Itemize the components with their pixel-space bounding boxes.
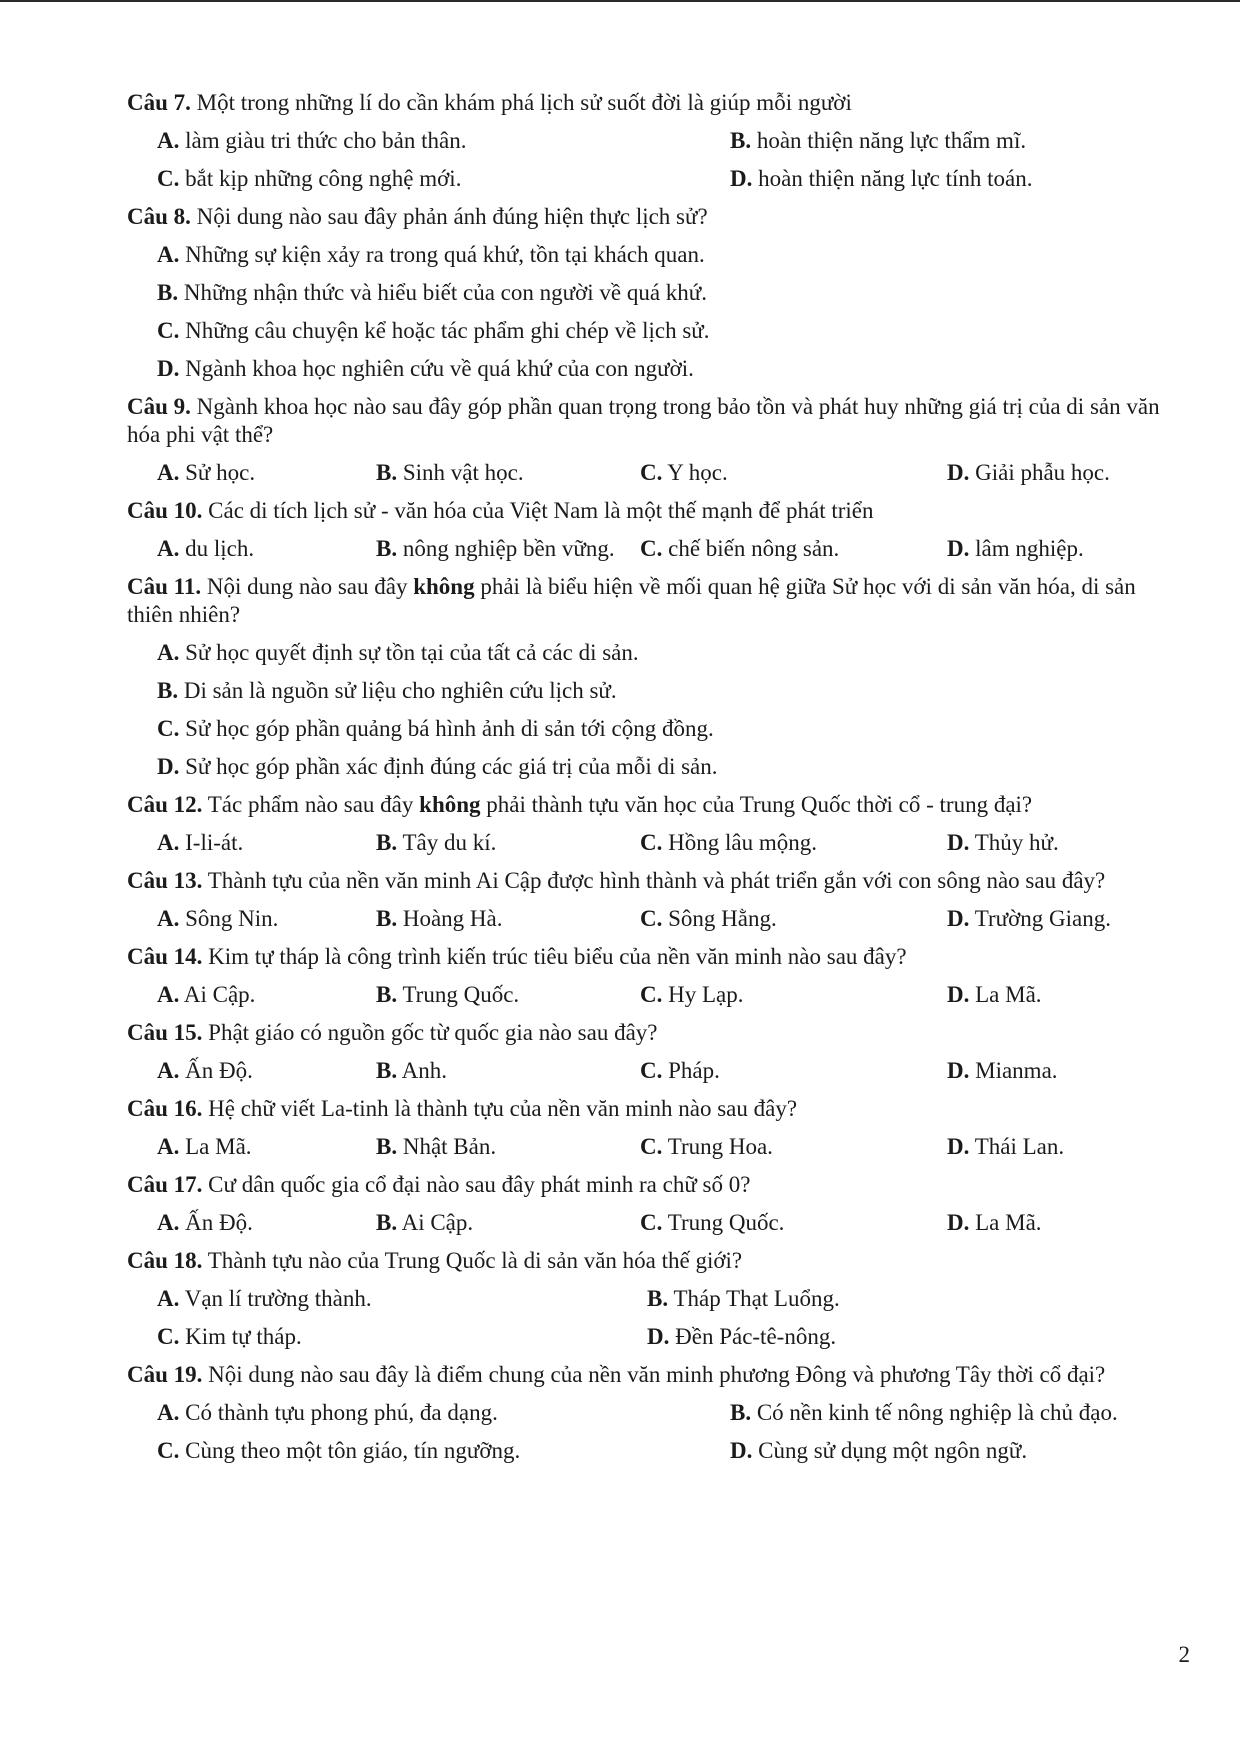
question-text: phải là biểu hiện về mối quan hệ giữa Sử học với di sản văn hóa, di sản thiên nhiên? — [127, 574, 1136, 627]
question-number: Câu 15. — [127, 1020, 203, 1045]
option-letter: A. — [157, 128, 180, 153]
option-letter: C. — [640, 830, 663, 855]
question-text: Ngành khoa học nào sau đây góp phần quan trọng trong bảo tồn và phát huy những giá trị của di sản văn hóa phi vật thể? — [127, 394, 1160, 447]
option-letter: D. — [647, 1324, 670, 1349]
answer-option — [376, 1133, 640, 1161]
option-letter: A. — [157, 242, 180, 267]
answer-options — [127, 1057, 1169, 1085]
question — [127, 89, 1169, 193]
question-number: Câu 9. — [127, 394, 191, 419]
answer-option — [157, 1209, 376, 1237]
answer-option — [376, 829, 640, 857]
answer-option — [157, 829, 376, 857]
answer-option — [730, 1399, 1169, 1427]
question — [127, 791, 1169, 857]
option-text: Di sản là nguồn sử liệu cho nghiên cứu lịch sử. — [183, 678, 617, 703]
answer-option — [640, 905, 947, 933]
option-text: Ai Cập. — [401, 1210, 474, 1235]
option-text: Những câu chuyện kể hoặc tác phẩm ghi chép về lịch sử. — [185, 318, 710, 343]
answer-option — [157, 459, 376, 487]
option-text: Hy Lạp. — [668, 982, 744, 1007]
answer-option — [730, 127, 1169, 155]
option-text: lâm nghiệp. — [975, 536, 1084, 561]
question-stem — [127, 203, 1169, 231]
answer-options — [127, 127, 1169, 193]
option-text: Trường Giang. — [974, 906, 1111, 931]
answer-options — [127, 459, 1169, 487]
option-text: Giải phẫu học. — [975, 460, 1110, 485]
question — [127, 1247, 1169, 1351]
option-text: Vạn lí trường thành. — [184, 1286, 372, 1311]
option-text: Sinh vật học. — [402, 460, 524, 485]
answer-option — [376, 981, 640, 1009]
option-text: Sông Hằng. — [668, 906, 777, 931]
question-number: Câu 16. — [127, 1096, 203, 1121]
option-letter: A. — [157, 460, 180, 485]
question-number: Câu 8. — [127, 204, 191, 229]
option-text: hoàn thiện năng lực thẩm mĩ. — [756, 128, 1027, 153]
option-letter: B. — [376, 1134, 398, 1159]
option-letter: B. — [376, 830, 398, 855]
question-text: Phật giáo có nguồn gốc từ quốc gia nào sau đây? — [208, 1020, 658, 1045]
question-keyword: không — [413, 574, 475, 599]
question-number: Câu 12. — [127, 792, 203, 817]
option-text: hoàn thiện năng lực tính toán. — [758, 166, 1033, 191]
question-text: Thành tựu nào của Trung Quốc là di sản văn hóa thế giới? — [207, 1248, 743, 1273]
option-letter: C. — [157, 1324, 180, 1349]
option-text: Ngành khoa học nghiên cứu về quá khứ của con người. — [185, 356, 694, 381]
option-letter: C. — [157, 166, 180, 191]
question-stem — [127, 1095, 1169, 1123]
option-text: Sử học quyết định sự tồn tại của tất cả các di sản. — [185, 640, 639, 665]
option-text: Anh. — [401, 1058, 447, 1083]
answer-options — [127, 829, 1169, 857]
answer-option — [157, 279, 1169, 307]
answer-option — [376, 1209, 640, 1237]
answer-option — [157, 127, 730, 155]
answer-options — [127, 1209, 1169, 1237]
question-number: Câu 14. — [127, 944, 203, 969]
option-text: Sử học góp phần xác định đúng các giá trị của mỗi di sản. — [185, 754, 718, 779]
option-text: Cùng theo một tôn giáo, tín ngưỡng. — [185, 1438, 521, 1463]
option-letter: C. — [640, 1134, 663, 1159]
answer-option — [947, 535, 1169, 563]
option-letter: A. — [157, 906, 180, 931]
option-text: La Mã. — [975, 982, 1042, 1007]
answer-option — [730, 165, 1169, 193]
question-stem — [127, 791, 1169, 819]
answer-option — [157, 241, 1169, 269]
question-text: Một trong những lí do cần khám phá lịch sử suốt đời là giúp mỗi người — [196, 90, 852, 115]
option-text: Thủy hử. — [974, 830, 1059, 855]
option-text: La Mã. — [975, 1210, 1042, 1235]
question — [127, 1019, 1169, 1085]
option-letter: A. — [157, 1210, 180, 1235]
option-letter: B. — [157, 280, 179, 305]
option-letter: A. — [157, 830, 180, 855]
question — [127, 1171, 1169, 1237]
option-letter: C. — [640, 536, 663, 561]
option-text: Kim tự tháp. — [185, 1324, 302, 1349]
question-stem — [127, 867, 1169, 895]
question-number: Câu 18. — [127, 1248, 203, 1273]
option-letter: C. — [640, 906, 663, 931]
option-letter: A. — [157, 982, 180, 1007]
question-stem — [127, 1019, 1169, 1047]
answer-option — [376, 905, 640, 933]
option-text: Những nhận thức và hiểu biết của con người về quá khứ. — [183, 280, 708, 305]
question-text: phải thành tựu văn học của Trung Quốc thời cổ - trung đại? — [480, 792, 1033, 817]
option-letter: D. — [730, 1438, 753, 1463]
answer-option — [157, 1323, 647, 1351]
answer-option — [947, 1209, 1169, 1237]
option-letter: B. — [376, 1210, 398, 1235]
question-number: Câu 11. — [127, 574, 202, 599]
question-text: Nội dung nào sau đây — [206, 574, 414, 599]
answer-option — [947, 981, 1169, 1009]
answer-option — [376, 459, 640, 487]
option-letter: D. — [730, 166, 753, 191]
answer-option — [947, 1133, 1169, 1161]
question-stem — [127, 1171, 1169, 1199]
option-letter: C. — [640, 1058, 663, 1083]
question-text: Hệ chữ viết La-tinh là thành tựu của nền văn minh nào sau đây? — [208, 1096, 798, 1121]
question — [127, 1361, 1169, 1465]
option-letter: D. — [947, 906, 970, 931]
option-text: Những sự kiện xảy ra trong quá khứ, tồn tại khách quan. — [185, 242, 705, 267]
answer-options — [127, 639, 1169, 781]
option-text: Thái Lan. — [974, 1134, 1065, 1159]
option-letter: C. — [640, 1210, 663, 1235]
answer-options — [127, 1399, 1169, 1465]
answer-option — [157, 1285, 647, 1313]
answer-option — [157, 1399, 730, 1427]
question-stem — [127, 1361, 1169, 1389]
question — [127, 497, 1169, 563]
page-number: 2 — [1178, 1642, 1190, 1667]
answer-option — [640, 535, 947, 563]
option-letter: B. — [647, 1286, 669, 1311]
question-stem — [127, 1247, 1169, 1275]
option-letter: D. — [947, 460, 970, 485]
option-letter: D. — [947, 982, 970, 1007]
question-list — [127, 89, 1169, 1475]
option-letter: D. — [947, 1058, 970, 1083]
option-letter: B. — [376, 906, 398, 931]
option-text: Hồng lâu mộng. — [668, 830, 817, 855]
answer-option — [947, 459, 1169, 487]
answer-option — [157, 905, 376, 933]
option-text: Sông Nin. — [185, 906, 279, 931]
option-text: La Mã. — [185, 1134, 252, 1159]
question — [127, 393, 1169, 487]
option-text: làm giàu tri thức cho bản thân. — [185, 128, 467, 153]
option-letter: D. — [157, 356, 180, 381]
option-text: Ấn Độ. — [185, 1058, 253, 1083]
question — [127, 867, 1169, 933]
option-letter: D. — [947, 536, 970, 561]
answer-options — [127, 981, 1169, 1009]
question-text: Các di tích lịch sử - văn hóa của Việt Nam là một thế mạnh để phát triển — [208, 498, 874, 523]
option-letter: A. — [157, 1286, 180, 1311]
question-stem — [127, 943, 1169, 971]
option-text: Trung Quốc. — [667, 1210, 785, 1235]
answer-option — [157, 1437, 730, 1465]
answer-option — [376, 1057, 640, 1085]
answer-option — [157, 715, 1169, 743]
question-number: Câu 19. — [127, 1362, 203, 1387]
option-letter: C. — [157, 318, 180, 343]
option-text: Trung Hoa. — [667, 1134, 773, 1159]
option-letter: B. — [376, 982, 398, 1007]
option-letter: A. — [157, 1058, 180, 1083]
option-letter: C. — [640, 460, 663, 485]
answer-option — [647, 1285, 1169, 1313]
answer-option — [640, 981, 947, 1009]
answer-option — [157, 677, 1169, 705]
question-stem — [127, 573, 1169, 629]
answer-option — [157, 535, 376, 563]
option-letter: D. — [947, 830, 970, 855]
question-number: Câu 17. — [127, 1172, 203, 1197]
option-letter: A. — [157, 536, 180, 561]
question-text: Kim tự tháp là công trình kiến trúc tiêu biểu của nền văn minh nào sau đây? — [208, 944, 907, 969]
answer-option — [157, 981, 376, 1009]
answer-option — [640, 1133, 947, 1161]
option-letter: D. — [947, 1134, 970, 1159]
option-text: chế biến nông sản. — [668, 536, 840, 561]
option-text: Pháp. — [668, 1058, 720, 1083]
option-text: nông nghiệp bền vững. — [402, 536, 615, 561]
option-text: Có nền kinh tế nông nghiệp là chủ đạo. — [756, 1400, 1118, 1425]
option-letter: C. — [157, 1438, 180, 1463]
option-letter: B. — [376, 460, 398, 485]
answer-option — [640, 1209, 947, 1237]
option-text: Có thành tựu phong phú, đa dạng. — [185, 1400, 498, 1425]
answer-option — [157, 355, 1169, 383]
option-text: Ai Cập. — [183, 982, 256, 1007]
question — [127, 573, 1169, 781]
question-text: Nội dung nào sau đây là điểm chung của nền văn minh phương Đông và phương Tây thời cổ đại? — [208, 1362, 1106, 1387]
option-letter: B. — [730, 128, 752, 153]
question-stem — [127, 89, 1169, 117]
option-text: Tháp Thạt Luổng. — [673, 1286, 840, 1311]
option-text: Tây du kí. — [402, 830, 497, 855]
answer-options — [127, 241, 1169, 383]
option-text: Nhật Bản. — [402, 1134, 497, 1159]
question-text: Cư dân quốc gia cổ đại nào sau đây phát minh ra chữ số 0? — [208, 1172, 751, 1197]
question-stem — [127, 393, 1169, 449]
option-letter: C. — [640, 982, 663, 1007]
option-text: Trung Quốc. — [402, 982, 520, 1007]
answer-option — [157, 317, 1169, 345]
option-text: Y học. — [667, 460, 728, 485]
option-text: Sử học. — [185, 460, 256, 485]
option-text: Ấn Độ. — [185, 1210, 253, 1235]
question — [127, 203, 1169, 383]
question-number: Câu 7. — [127, 90, 191, 115]
option-letter: D. — [947, 1210, 970, 1235]
answer-option — [157, 1133, 376, 1161]
answer-option — [376, 535, 640, 563]
answer-option — [640, 1057, 947, 1085]
option-text: Mianma. — [975, 1058, 1058, 1083]
answer-option — [157, 1057, 376, 1085]
question-number: Câu 13. — [127, 868, 203, 893]
answer-option — [640, 459, 947, 487]
question-text: Tác phẩm nào sau đây — [207, 792, 420, 817]
answer-option — [730, 1437, 1169, 1465]
option-letter: B. — [157, 678, 179, 703]
option-text: I-li-át. — [185, 830, 244, 855]
question-text: Thành tựu của nền văn minh Ai Cập được hình thành và phát triển gắn với con sông nào sau đây? — [207, 868, 1106, 893]
option-text: Cùng sử dụng một ngôn ngữ. — [758, 1438, 1028, 1463]
option-letter: A. — [157, 1134, 180, 1159]
option-letter: B. — [376, 536, 398, 561]
option-text: Sử học góp phần quảng bá hình ảnh di sản tới cộng đồng. — [185, 716, 714, 741]
question-keyword: không — [419, 792, 481, 817]
answer-option — [947, 905, 1169, 933]
question-stem — [127, 497, 1169, 525]
option-text: Hoàng Hà. — [402, 906, 503, 931]
option-text: du lịch. — [185, 536, 255, 561]
question — [127, 943, 1169, 1009]
option-letter: B. — [376, 1058, 398, 1083]
answer-options — [127, 535, 1169, 563]
answer-option — [947, 829, 1169, 857]
question-text: Nội dung nào sau đây phản ánh đúng hiện thực lịch sử? — [196, 204, 708, 229]
answer-option — [647, 1323, 1169, 1351]
answer-option — [947, 1057, 1169, 1085]
option-text: Đền Pác-tê-nông. — [675, 1324, 837, 1349]
answer-options — [127, 1133, 1169, 1161]
option-text: bắt kịp những công nghệ mới. — [185, 166, 462, 191]
answer-option — [157, 753, 1169, 781]
option-letter: A. — [157, 640, 180, 665]
option-letter: C. — [157, 716, 180, 741]
answer-options — [127, 905, 1169, 933]
option-letter: D. — [157, 754, 180, 779]
answer-option — [640, 829, 947, 857]
option-letter: A. — [157, 1400, 180, 1425]
question — [127, 1095, 1169, 1161]
option-letter: B. — [730, 1400, 752, 1425]
answer-option — [157, 639, 1169, 667]
answer-option — [157, 165, 730, 193]
question-number: Câu 10. — [127, 498, 203, 523]
answer-options — [127, 1285, 1169, 1351]
